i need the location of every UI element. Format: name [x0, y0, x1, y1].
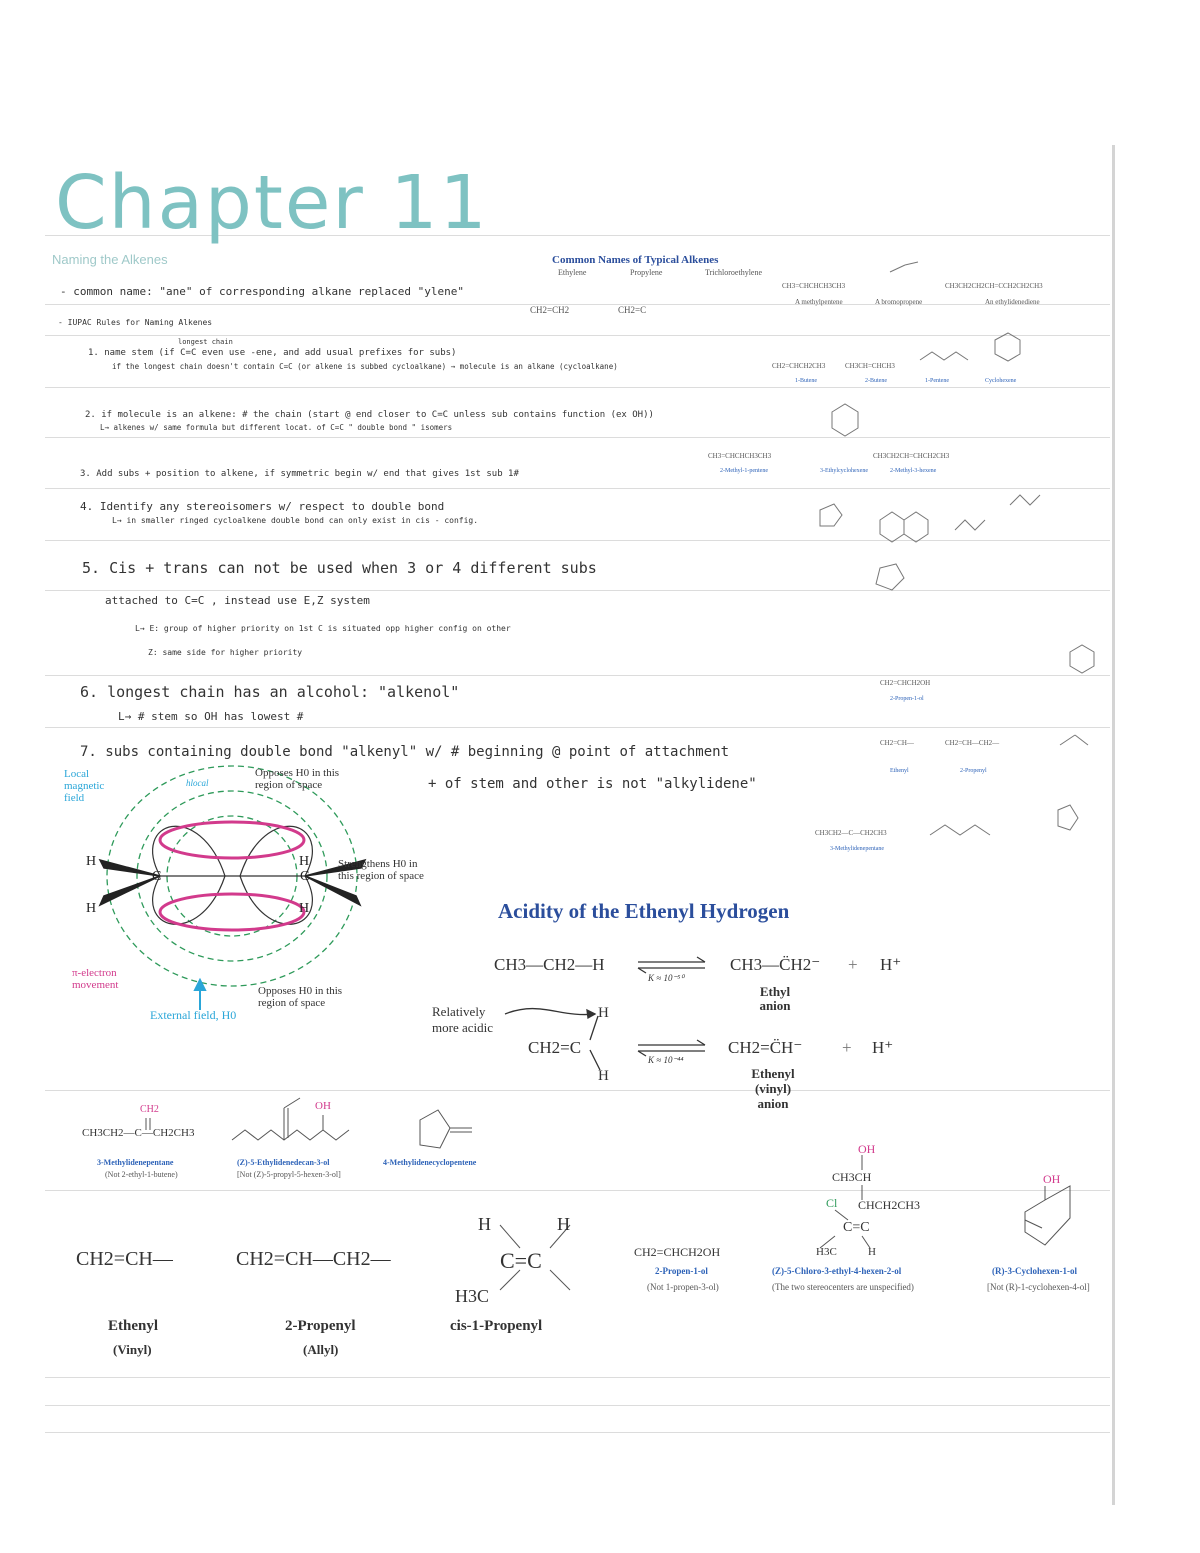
note-line: 1. name stem (if C=C even use -ene, and add usual prefixes for subs): [88, 348, 457, 358]
eq1-right: CH3—C̈H2⁻: [730, 955, 821, 974]
eq2-right: CH2=C̈H⁻: [728, 1038, 803, 1057]
external-field-label: External field, H0: [150, 1008, 237, 1022]
h3c-label: H3C: [455, 1286, 490, 1306]
svg-text:2-Methyl-3-hexene: 2-Methyl-3-hexene: [890, 468, 937, 474]
compound-note: [Not (Z)-5-propyl-5-hexen-3-ol]: [237, 1170, 341, 1179]
svg-text:CH3CH2CH=CHCH2CH3: CH3CH2CH=CHCH2CH3: [873, 452, 950, 460]
common-name: Trichloroethylene: [705, 268, 763, 277]
svg-text:3-Methylidenepentane: 3-Methylidenepentane: [830, 846, 884, 852]
compound-name: 3-Methylidenepentane: [97, 1158, 174, 1167]
svg-text:Cyclohexene: Cyclohexene: [985, 378, 1017, 384]
svg-text:CH2=CHCH2OH: CH2=CHCH2OH: [880, 679, 931, 687]
eq2-h-top: H: [598, 1005, 609, 1021]
svg-text:CH2=CHCH2CH3: CH2=CHCH2CH3: [772, 362, 826, 370]
eq1-h-plus: H⁺: [880, 955, 902, 974]
relatively-label: Relatively more acidic: [432, 1004, 493, 1035]
svg-text:H: H: [299, 854, 310, 869]
propenyl-formula: CH2=CH—CH2—: [236, 1248, 391, 1270]
svg-text:3-Ethylcyclohexene: 3-Ethylcyclohexene: [820, 468, 868, 474]
oh-label: OH: [1043, 1172, 1061, 1186]
alcohol-note: [Not (R)-1-cyclohexen-4-ol]: [987, 1282, 1090, 1292]
svg-text:H: H: [86, 854, 97, 869]
alcohol-note: (The two stereocenters are unspecified): [772, 1282, 914, 1292]
note-line: L→ # stem so OH has lowest #: [118, 710, 304, 723]
oh-label: OH: [858, 1142, 876, 1156]
common-name: Ethylene: [558, 268, 587, 277]
alcohol-formula: CH2=CHCH2OH: [634, 1245, 721, 1259]
svg-text:CH3=CHCHCH3CH3: CH3=CHCHCH3CH3: [708, 452, 772, 460]
pi-electron-label: π-electron movement: [72, 967, 119, 991]
note-line: 5. Cis + trans can not be used when 3 or 4 different subs: [82, 559, 597, 577]
propenyl-name: 2-Propenyl: [285, 1318, 356, 1334]
opposes-top-label: Opposes H0 in this region of space: [255, 767, 340, 791]
structure-label: CH2=C: [618, 305, 647, 315]
ethenyl-name: Ethenyl: [108, 1318, 159, 1334]
c-eq-c-label: C=C: [500, 1248, 542, 1273]
compound-formula: CH3CH2—C—CH2CH3: [82, 1127, 195, 1139]
svg-text:C: C: [300, 869, 310, 884]
compound-note: (Not 2-ethyl-1-butene): [105, 1170, 178, 1179]
alcohol-name: 2-Propen-1-ol: [655, 1266, 708, 1276]
compound-name: (Z)-5-Ethylidenedecan-3-ol: [237, 1158, 330, 1167]
ch3ch-label: CH3CH: [832, 1170, 872, 1184]
ethenyl-anion-label: Ethenyl (vinyl) anion: [751, 1066, 795, 1111]
eq2-left: CH2=C: [528, 1038, 582, 1057]
svg-text:2-Butene: 2-Butene: [865, 378, 887, 384]
c-eq-c-label: C=C: [843, 1220, 870, 1235]
h3c-label: H3C: [816, 1246, 837, 1258]
acidity-heading: Acidity of the Ethenyl Hydrogen: [498, 899, 790, 923]
structure-label: A methylpentene: [795, 298, 843, 306]
note-line: 2. if molecule is an alkene: # the chain (start @ end closer to C=C unless sub contains function (ex OH)): [85, 410, 654, 420]
note-line: L→ in smaller ringed cycloalkene double bond can only exist in cis - config.: [112, 516, 479, 525]
note-line: if the longest chain doesn't contain C=C (or alkene is subbed cycloalkane) → molecule is an alkane (cycloalkane): [112, 362, 618, 371]
structure-label: An ethylidenediene: [985, 298, 1040, 306]
svg-text:2-Propenyl: 2-Propenyl: [960, 768, 987, 774]
ch2-label: CH2: [140, 1104, 159, 1115]
chch2ch3-label: CHCH2CH3: [858, 1198, 921, 1212]
ethenyl-formula: CH2=CH—: [76, 1248, 173, 1270]
common-names-heading: Common Names of Typical Alkenes: [552, 254, 719, 266]
svg-text:CH2=CH—: CH2=CH—: [880, 739, 914, 747]
cl-label: Cl: [826, 1196, 838, 1210]
svg-text:2-Methyl-1-pentene: 2-Methyl-1-pentene: [720, 468, 768, 474]
note-line: attached to C=C , instead use E,Z system: [105, 594, 370, 607]
note-line: + of stem and other is not "alkylidene": [428, 776, 757, 792]
plus-sign: +: [842, 1038, 852, 1057]
note-line: L→ E: group of higher priority on 1st C is situated opp higher config on other: [135, 624, 511, 633]
alcohol-note: (Not 1-propen-3-ol): [647, 1282, 719, 1292]
alcohol-name: (R)-3-Cyclohexen-1-ol: [992, 1266, 1077, 1276]
note-tag: longest chain: [178, 338, 233, 346]
propenyl-alt: (Allyl): [303, 1342, 339, 1357]
page-subtitle: Naming the Alkenes: [52, 252, 168, 267]
svg-text:H: H: [86, 901, 97, 916]
h-label: H: [557, 1214, 570, 1234]
note-line: - IUPAC Rules for Naming Alkenes: [58, 318, 213, 327]
opposes-bottom-label: Opposes H0 in this region of space: [258, 985, 343, 1009]
svg-text:CH3CH2—C—CH2CH3: CH3CH2—C—CH2CH3: [815, 829, 887, 837]
page-title: Chapter 11: [55, 160, 489, 246]
svg-text:1-Pentene: 1-Pentene: [925, 378, 949, 384]
alcohol-name: (Z)-5-Chloro-3-ethyl-4-hexen-2-ol: [772, 1266, 902, 1276]
oh-label: OH: [315, 1100, 331, 1112]
h-local-label: hlocal: [186, 778, 209, 788]
eq2-h-bottom: H: [598, 1068, 609, 1084]
svg-text:CH2=CH—CH2—: CH2=CH—CH2—: [945, 739, 1000, 747]
ethenyl-alt: (Vinyl): [113, 1342, 152, 1357]
note-line: 4. Identify any stereoisomers w/ respect to double bond: [80, 500, 445, 513]
note-line: 3. Add subs + position to alkene, if symmetric begin w/ end that gives 1st sub 1#: [80, 469, 519, 479]
structure-label: A bromopropene: [875, 298, 923, 306]
note-line: - common name: "ane" of corresponding alkane replaced "ylene": [60, 285, 464, 298]
eq1-k: K ≈ 10⁻⁵⁰: [648, 973, 684, 983]
h-label: H: [478, 1214, 491, 1234]
compound-name: 4-Methylidenecyclopentene: [383, 1158, 477, 1167]
svg-text:CH3CH2CH2CH=CCH2CH2CH3: CH3CH2CH2CH=CCH2CH2CH3: [945, 282, 1043, 290]
note-line: 6. longest chain has an alcohol: "alkenol": [80, 683, 460, 701]
cis-propenyl-name: cis-1-Propenyl: [450, 1318, 543, 1334]
svg-text:Ethenyl: Ethenyl: [890, 768, 909, 774]
note-line: Z: same side for higher priority: [148, 648, 303, 657]
local-field-label: Local magnetic field: [64, 768, 105, 804]
note-line: L→ alkenes w/ same formula but different locat. of C=C " double bond " isomers: [100, 423, 453, 432]
h-label: H: [868, 1246, 876, 1258]
eq2-k: K ≈ 10⁻⁴⁴: [648, 1055, 684, 1065]
svg-text:1-Butene: 1-Butene: [795, 378, 817, 384]
svg-text:CH3CH=CHCH3: CH3CH=CHCH3: [845, 362, 895, 370]
structure-label: CH2=CH2: [530, 305, 570, 315]
svg-text:H: H: [299, 901, 310, 916]
plus-sign: +: [848, 955, 858, 974]
ethyl-anion-label: Ethyl anion: [759, 984, 791, 1013]
note-line: 7. subs containing double bond "alkenyl" w/ # beginning @ point of attachment: [80, 744, 730, 760]
svg-text:2-Propen-1-ol: 2-Propen-1-ol: [890, 696, 924, 702]
strengthens-label: Strengthens H0 in this region of space: [338, 858, 424, 882]
eq1-left: CH3—CH2—H: [494, 955, 605, 974]
common-name: Propylene: [630, 268, 663, 277]
eq2-h-plus: H⁺: [872, 1038, 894, 1057]
svg-text:CH3=CHCHCH3CH3: CH3=CHCHCH3CH3: [782, 282, 846, 290]
svg-text:C: C: [152, 869, 162, 884]
